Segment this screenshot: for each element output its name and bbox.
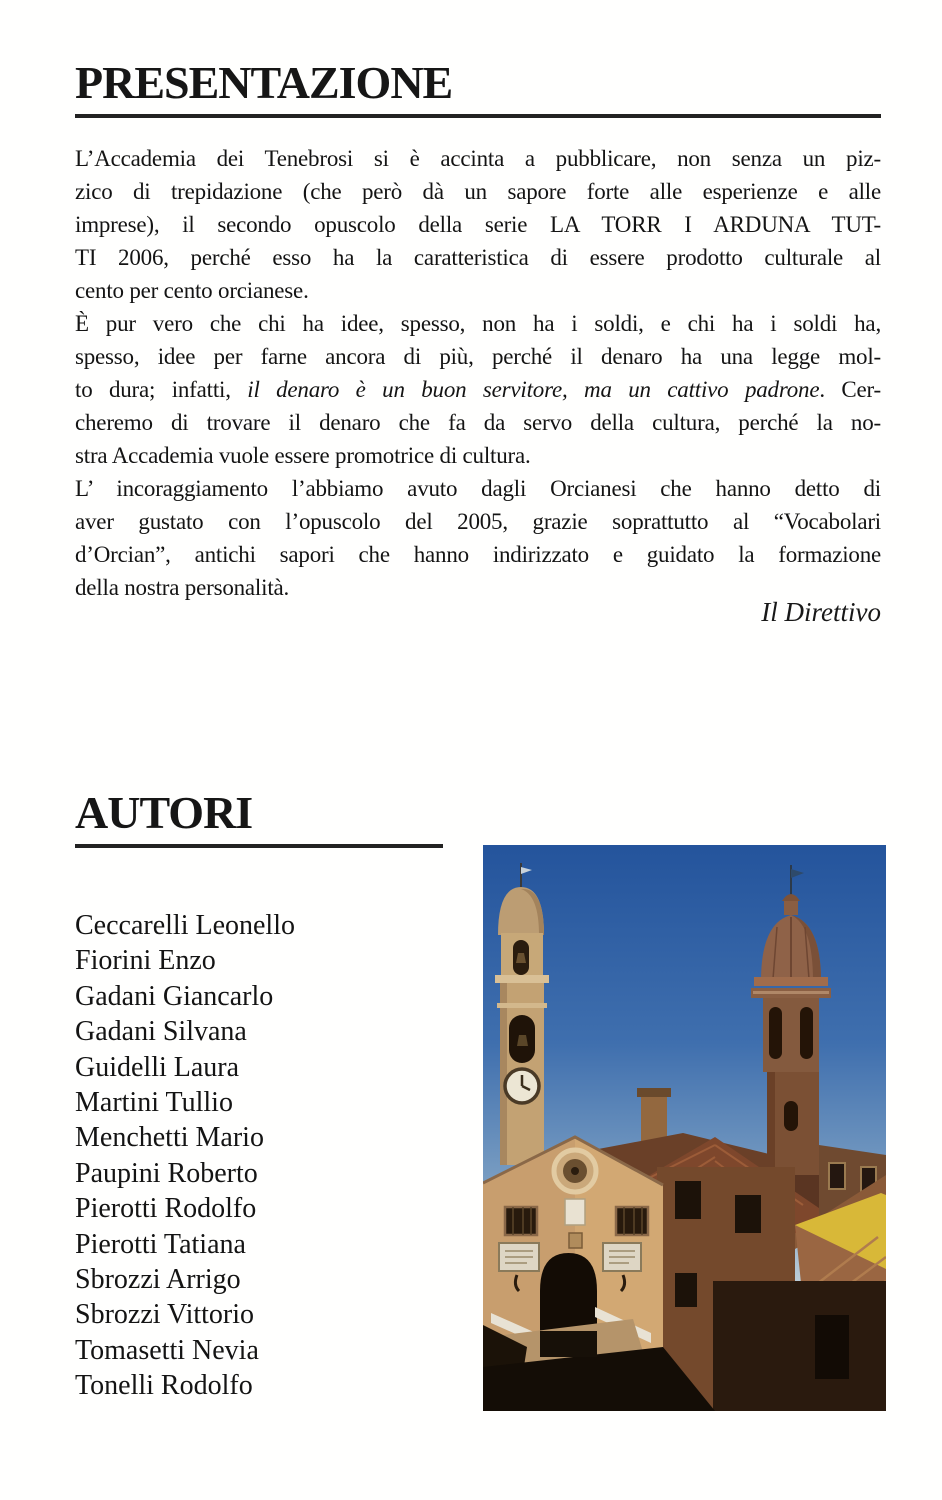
orciano-towers-photo	[483, 845, 886, 1411]
author-name: Guidelli Laura	[75, 1051, 240, 1083]
presentation-text-line: d’Orcian”, antichi sapori che hanno indirizzato e guidato la formazione	[75, 542, 881, 567]
author-name: Pierotti Tatiana	[75, 1228, 246, 1260]
authors-list	[75, 908, 295, 1404]
author-name: Sbrozzi Arrigo	[75, 1264, 241, 1296]
author-name: Tonelli Rodolfo	[75, 1370, 253, 1402]
left-bell-tower	[495, 863, 549, 1165]
author-name: Pierotti Rodolfo	[75, 1193, 257, 1225]
presentation-text-line: to dura; infatti, il denaro è un buon servitore, ma un cattivo padrone. Cer-	[75, 377, 881, 402]
presentation-text-line: È pur vero che chi ha idee, spesso, non ha i soldi, e chi ha i soldi ha,	[75, 311, 881, 336]
presentation-text-line: spesso, idee per farne ancora di più, perché il denaro ha una legge mol-	[75, 344, 881, 369]
author-name: Gadani Giancarlo	[75, 980, 274, 1012]
author-name: Fiorini Enzo	[75, 945, 216, 977]
author-name: Gadani Silvana	[75, 1016, 247, 1048]
authors-heading: AUTORI	[75, 788, 443, 848]
presentation-text-line: L’ incoraggiamento l’abbiamo avuto dagli Orcianesi che hanno detto di	[75, 476, 881, 501]
presentation-text-line: imprese), il secondo opuscolo della serie LA TORR I ARDUNA TUT-	[75, 212, 881, 237]
presentation-text-line: aver gustato con l’opuscolo del 2005, grazie soprattutto al “Vocabolari	[75, 509, 881, 534]
presentation-text-line: cheremo di trovare il denaro che fa da servo della cultura, perché la no-	[75, 410, 881, 435]
presentation-body	[75, 142, 881, 604]
author-name: Tomasetti Nevia	[75, 1334, 259, 1366]
signature-il-direttivo: Il Direttivo	[761, 597, 881, 627]
presentation-text-line: L’Accademia dei Tenebrosi si è accinta a pubblicare, non senza un piz-	[75, 146, 881, 171]
presentation-text-line: della nostra personalità.	[75, 575, 290, 600]
presentation-text-line: TI 2006, perché esso ha la caratteristica di essere prodotto culturale al	[75, 245, 881, 270]
presentation-text-line: cento per cento orcianese.	[75, 278, 309, 303]
presentation-title: PRESENTAZIONE	[75, 58, 881, 118]
author-name: Paupini Roberto	[75, 1157, 258, 1189]
presentation-text-line: zico di trepidazione (che però dà un sapore forte alle esperienze e alle	[75, 179, 881, 204]
presentation-text-line: stra Accademia vuole essere promotrice di cultura.	[75, 443, 531, 468]
author-name: Ceccarelli Leonello	[75, 910, 295, 941]
rose-window	[554, 1150, 596, 1192]
author-name: Menchetti Mario	[75, 1122, 264, 1154]
author-name: Martini Tullio	[75, 1087, 233, 1119]
author-name: Sbrozzi Vittorio	[75, 1299, 255, 1331]
